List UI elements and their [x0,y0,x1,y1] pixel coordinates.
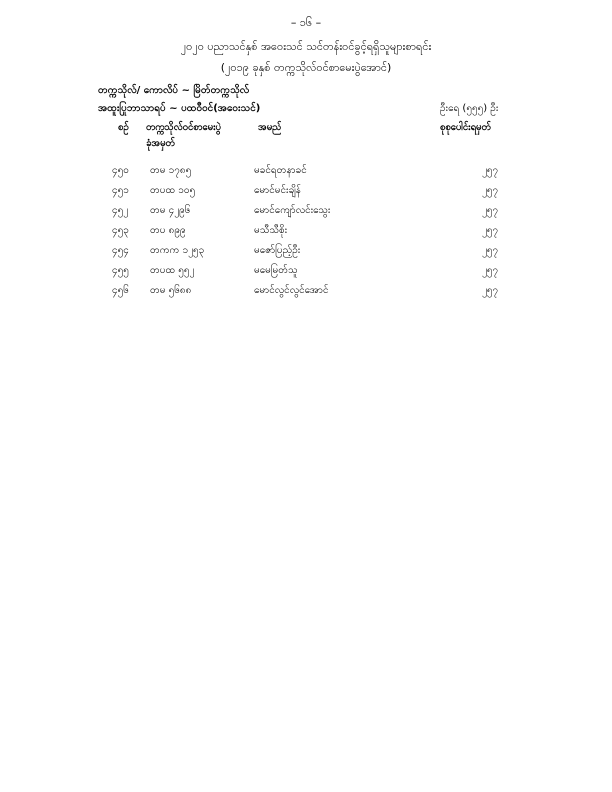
row-score: ၂၅၇ [482,265,499,276]
row-number: ၄၅၄ [112,245,129,256]
row-number: ၄၅၃ [112,225,129,236]
row-number: ၄၅၁ [112,185,129,196]
row-registration: တပထ ၅၅၂ [150,265,195,276]
row-registration: တကက ၁၂၅၃ [150,245,205,256]
row-name: မခင်ရတနာခင် [254,165,307,176]
row-name: မောင်မင်းချိန် [254,185,301,196]
document-subtitle: (၂၀၁၉ ခုနှစ် တက္ကသိုလ်ဝင်စာမေးပွဲအောင်) [220,61,392,74]
row-score: ၂၅၇ [482,185,499,196]
row-score: ၂၅၇ [482,225,499,236]
column-header-registration-line2: ခုံအမှတ် [146,138,175,149]
column-header-registration: တက္ကသိုလ်ဝင်စာမေးပွဲ [146,122,221,133]
row-number: ၄၅၀ [112,165,129,176]
row-number: ၄၅၆ [112,285,129,296]
row-registration: တမ ၁၇၈၅ [150,165,192,176]
row-score: ၂၅၇ [482,245,499,256]
row-score: ၂၅၇ [482,205,499,216]
row-name: မောင်ကျော်လင်းသွေး [254,205,331,216]
university-label: တက္ကသိုလ်/ ကောလိပ် ~ မြိတ်တက္ကသိုလ် [98,85,250,96]
row-name: မသီသီစိုး [254,225,288,236]
total-count-label: ဦးရေ (၅၅၅) ဦး [440,103,499,114]
column-header-name: အမည် [258,122,282,133]
page-number: – ၁၆ – [290,16,322,29]
subject-label: အထူးပြုဘာသာရပ် ~ ပထဝီဝင်(အဝေးသင်) [98,103,261,114]
row-score: ၂၅၇ [482,165,499,176]
row-name: မောင်လွင်လွင်အောင် [254,285,329,296]
row-number: ၄၅၅ [112,265,129,276]
row-registration: တမ ၅၆၈၈ [150,285,192,296]
row-number: ၄၅၂ [112,205,129,216]
row-score: ၂၅၇ [482,285,499,296]
column-header-no: စဉ် [118,122,129,133]
row-name: မဇော်ပြည့်ဦး [254,245,301,256]
row-name: မမေမြတ်သူ [254,265,298,276]
row-registration: တပထ ၁၀၅ [150,185,196,196]
row-registration: တမ ၄၂၉၆ [150,205,191,216]
column-header-score: စုစုပေါင်းရမှတ် [440,122,491,133]
document-title: ၂၀၂၀ ပညာသင်နှစ် အဝေးသင် သင်တန်းဝင်ခွင့်ရရှိသူများစာရင်း [180,40,432,53]
row-registration: တပ ၈၉၉ [150,225,186,236]
